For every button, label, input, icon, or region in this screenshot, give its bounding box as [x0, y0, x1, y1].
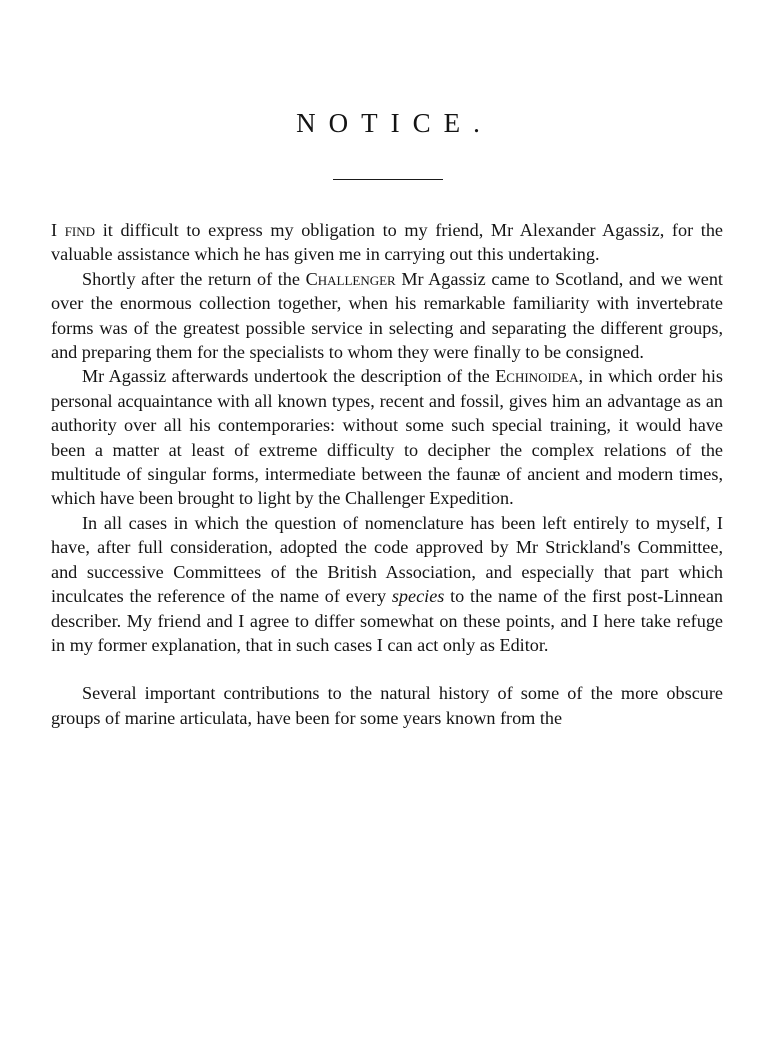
- paragraph-1-text: it difficult to express my obligation to my friend, Mr Alexander Agassiz, for the valuable assistance which he has given me in carrying out this undertaking.: [51, 220, 723, 265]
- paragraph-3-post: , in which order his personal acquaintance with all known types, recent and fossil, gives him an advantage as an authority over all his contemporaries: without some such special training, it would have been a matter at least of extreme difficulty to decipher the complex relations of the multitude of singular forms, intermediate between the faunæ of ancient and modern times, which have been brought to light by the Challenger Expedition.: [51, 366, 723, 509]
- notice-body: [51, 218, 723, 730]
- paragraph-3-pre: Mr Agassiz afterwards undertook the description of the: [82, 366, 496, 387]
- paragraph-1-lead-caps: I find: [51, 220, 96, 240]
- paragraph-1: [51, 218, 723, 267]
- paragraph-4-pre: In all cases in which the question of nomenclature has been left entirely to myself, I have, after full consideration, adopted the code approved by Mr Strickland's Committee, and successive Committees of the British Association, and especially that part which inculcates the reference of the name of every: [51, 512, 723, 607]
- order-name-echinoidea: Echinoidea: [495, 366, 579, 387]
- paragraph-4: [51, 511, 723, 657]
- paragraph-3: [51, 364, 723, 510]
- paragraph-5: [51, 681, 723, 730]
- page-title: NOTICE.: [296, 108, 493, 138]
- paragraph-4-post: to the name of the first post-Linnean describer. My friend and I agree to differ somewhat on these points, and I here take refuge in my former explanation, that in such cases I can act only as Editor.: [51, 586, 723, 655]
- paragraph-2: [51, 267, 723, 365]
- ship-name-challenger: Challenger: [305, 268, 396, 289]
- title-rule: [333, 179, 443, 180]
- italic-species: species: [391, 586, 445, 607]
- paragraph-2-pre: Shortly after the return of the: [82, 268, 306, 289]
- paragraph-5-text: Several important contributions to the natural history of some of the more obscure groups of marine articulata, have been for some years known from the: [51, 683, 723, 728]
- paragraph-2-post: Mr Agassiz came to Scotland, and we went over the enormous collection together, when his remarkable familiarity with invertebrate forms was of the greatest possible service in selecting and separating the different groups, and preparing them for the specialists to whom they were finally to be consigned.: [51, 268, 723, 363]
